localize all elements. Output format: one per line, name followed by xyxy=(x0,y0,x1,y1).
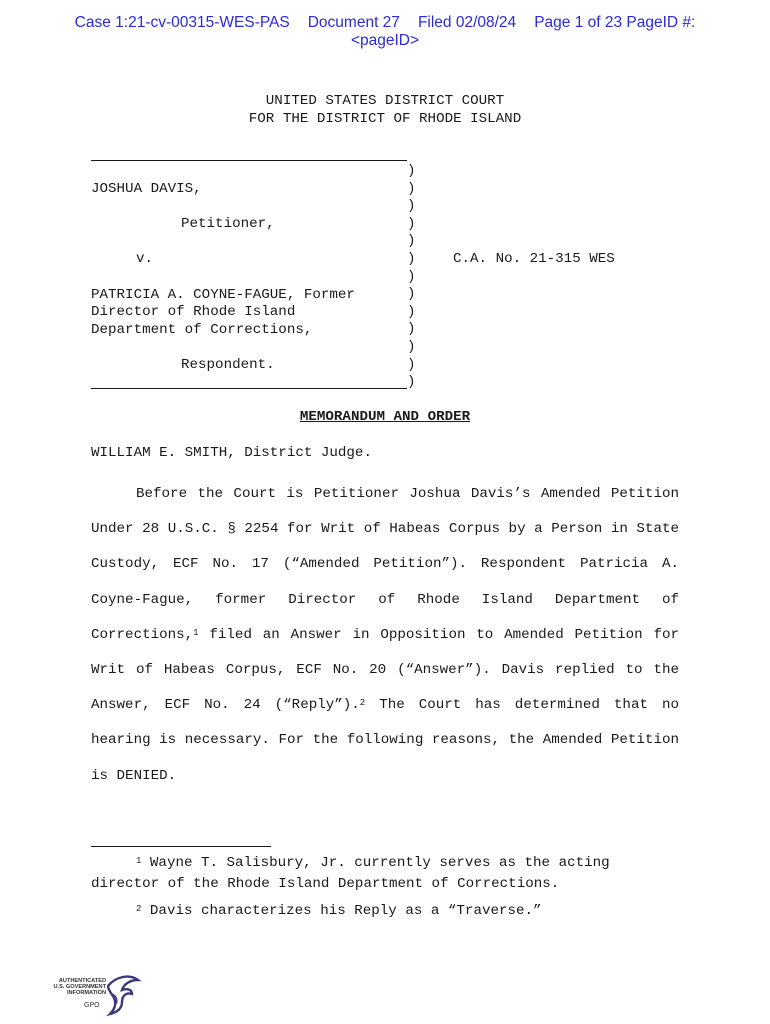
court-name: UNITED STATES DISTRICT COURT FOR THE DISTRICT OF RHODE ISLAND xyxy=(248,93,522,127)
footnote-2 xyxy=(91,901,661,922)
document-title: MEMORANDUM AND ORDER xyxy=(299,409,471,425)
footnote-text: Wayne T. Salisbury, Jr. currently serves as the acting director of the Rhode Island Department of Corrections. xyxy=(91,855,610,892)
paren: ) xyxy=(407,338,416,355)
petitioner-name: JOSHUA DAVIS, xyxy=(91,181,202,197)
eagle-icon xyxy=(102,974,142,1018)
body-paragraph xyxy=(91,477,679,794)
page-id: <pageID> xyxy=(350,32,420,49)
paren: ) xyxy=(407,233,416,250)
case-number-header: Case 1:21-cv-00315-WES-PAS xyxy=(74,14,290,31)
paren: ) xyxy=(407,180,416,197)
respondent-line2: Director of Rhode Island xyxy=(91,304,296,320)
page-count: Page 1 of 23 PageID #: xyxy=(534,14,696,31)
footnote-separator xyxy=(91,846,271,847)
footnote-ref-1: 1 xyxy=(193,627,199,638)
paren: ) xyxy=(407,286,416,303)
paren: ) xyxy=(407,374,416,391)
petitioner-role: Petitioner, xyxy=(181,216,275,232)
civil-action-number: C.A. No. 21-315 WES xyxy=(453,251,615,267)
footnote-number: 1 xyxy=(136,856,142,866)
footnote-ref-2: 2 xyxy=(359,698,366,709)
paren: ) xyxy=(407,268,416,285)
caption-top-rule xyxy=(91,160,407,161)
gpo-authentication-logo xyxy=(44,974,128,1018)
body-part2: filed an Answer in Opposition to Amended Petition for Writ of Habeas Corpus, ECF No. 20 (“Answer”). Davis replied to the Answer, ECF No. 24 (“Reply”). xyxy=(91,626,679,714)
paren: ) xyxy=(407,321,416,338)
paren: ) xyxy=(407,356,416,373)
body-part1: Before the Court is Petitioner Joshua Davis’s Amended Petition Under 28 U.S.C. § 2254 for Writ of Habeas Corpus by a Person in State Custody, ECF No. 17 (“Amended Petition”). Respondent Patricia A. Coyne-Fague, former Director of Rhode Island Department of Corrections, xyxy=(91,486,679,643)
footnote-text: Davis characterizes his Reply as a “Traverse.” xyxy=(141,903,542,919)
document-number: Document 27 xyxy=(307,14,400,31)
paren: ) xyxy=(407,303,416,320)
paren: ) xyxy=(407,198,416,215)
paren: ) xyxy=(407,163,416,179)
paren: ) xyxy=(407,250,416,267)
gpo-logo-text: AUTHENTICATED U.S. GOVERNMENT INFORMATION xyxy=(53,978,106,996)
caption-paren-column xyxy=(407,163,416,392)
footnote-1 xyxy=(91,853,661,894)
paren: ) xyxy=(407,215,416,232)
respondent-line1: PATRICIA A. COYNE-FAGUE, Former xyxy=(91,287,355,303)
ecf-header xyxy=(0,14,770,50)
body-part3: The Court has determined that no hearing is necessary. For the following reasons, the Amended Petition is DENIED. xyxy=(91,697,679,784)
caption-bottom-rule xyxy=(91,388,407,389)
judge-line: WILLIAM E. SMITH, District Judge. xyxy=(91,445,372,461)
versus: v. xyxy=(136,251,154,267)
filed-date: Filed 02/08/24 xyxy=(417,14,517,31)
respondent-role: Respondent. xyxy=(181,357,275,373)
footnote-number: 2 xyxy=(136,904,142,914)
gpo-mark: GPO xyxy=(84,1002,100,1009)
respondent-line3: Department of Corrections, xyxy=(91,322,313,338)
